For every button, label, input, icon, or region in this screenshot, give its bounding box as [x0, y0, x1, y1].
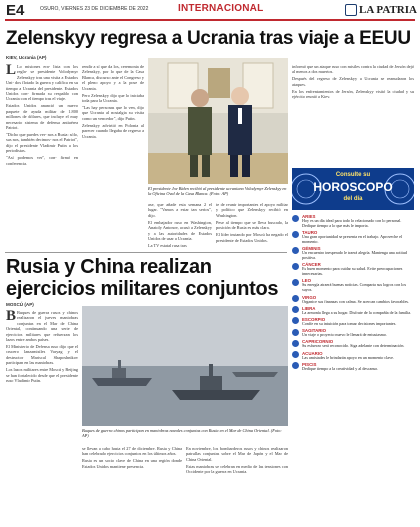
- paragraph: te de reunir importantes el apoyo militar y político que Zelenskyy recibió en Washington.: [216, 202, 288, 218]
- photo-oval-office: [148, 58, 288, 184]
- paragraph: El embajador ruso en Washington, Anatoly Antonov, acusó a Zelenskyy y a las autoridades de Estados Unidos de usar a Ucrania.: [148, 219, 212, 242]
- zodiac-icon: [292, 317, 299, 324]
- horoscope-sign-name: VIRGO: [302, 294, 317, 300]
- paragraph: "Así podemos ver", con- firmó en conferencia.: [6, 155, 78, 166]
- horoscope-sign-name: CAPRICORNIO: [302, 339, 334, 345]
- horoscope-sign-text: Confíe en su intuición para tomar decisiones importantes.: [302, 320, 397, 326]
- paragraph: El líder instando por Moscú ha negado el presidente de Estados Unidos.: [216, 232, 288, 243]
- story1-column-1: [6, 64, 78, 249]
- story2-column-2: [82, 446, 182, 522]
- story1-byline: KIEV, Ucrania (AP): [6, 55, 47, 60]
- paragraph: Los lazos militares entre Moscú y Beijing se han fortalecido desde que el presidente ruso Vladimir Putin.: [6, 367, 78, 384]
- paragraph: Estas maniobras se celebran en medio de las tensiones con Occidente por la guerra en Ucrania.: [186, 463, 288, 475]
- newspaper-logo: [345, 3, 417, 17]
- paragraph: informó que un ataque ruso con misiles contra la ciudad de Jersón dejó al menos a dos muertos.: [292, 64, 414, 75]
- horoscope-sign-name: GÉMINIS: [302, 246, 321, 252]
- horoscope-sign-text: Un viaje o proyecto nuevo le llenará de entusiasmo.: [302, 332, 387, 338]
- logo-mark-icon: [345, 4, 357, 16]
- horoscope-sign-text: Un encuentro inesperado le traerá alegría. Mantenga una actitud positiva.: [302, 250, 407, 261]
- horoscope-item: [292, 246, 414, 261]
- logo-text: LA PATRIA: [359, 4, 417, 16]
- horoscope-text: [302, 246, 414, 261]
- zodiac-icon: [292, 351, 299, 358]
- story2-headline: [6, 256, 288, 300]
- horoscope-sign-text: Las amistades le brindarán apoyo en un momento clave.: [302, 354, 394, 360]
- story1-column-4: [216, 202, 288, 250]
- zodiac-icon: [292, 306, 299, 313]
- page-number: E4: [6, 2, 25, 19]
- paragraph: B Buques de guerra rusos y chinos realizaron el jueves maniobras conjuntas en el Mar de China Oriental, continuando una serie de ejercicios militares que refuerzan los lazos entre ambos países.: [6, 310, 78, 343]
- story2-headline-line1: Rusia y China realizan: [6, 256, 212, 278]
- zodiac-icon: [292, 362, 299, 369]
- zodiac-icon: [292, 247, 299, 254]
- horoscope-sign-name: LIBRA: [302, 305, 316, 311]
- horoscope-item: [292, 328, 414, 338]
- horoscope-sign-name: SAGITARIO: [302, 328, 327, 334]
- horoscope-sign-text: Hoy es un día ideal para todo lo relacionado con lo personal. Dedique tiempo a lo que más le importa.: [302, 218, 402, 228]
- zodiac-icon: [292, 329, 299, 336]
- story2-caption: Buques de guerra chinos participan en maniobras navales conjuntas con Rusia en el Mar de China Oriental. (Foto: AP): [82, 428, 282, 439]
- zodiac-icon: [292, 215, 299, 222]
- paragraph: rendir a sí que da los, ceremonia de Zelenskyy, por lo que de la Casa Blanca, discurso ante el Congreso y el pleno apoyo y a la pose de Ucrania.: [82, 64, 144, 91]
- horoscope-sign-name: ESCORPIO: [302, 316, 326, 322]
- story2-column-3: [186, 446, 288, 522]
- photo-warships: [82, 306, 288, 426]
- horoscope-item: [292, 306, 414, 316]
- horoscope-sign-text: Organice sus finanzas con calma. Se acercan cambios favorables.: [302, 298, 409, 304]
- horoscope-item: [292, 278, 414, 293]
- horoscope-sign-name: TAURO: [302, 230, 318, 236]
- horoscope-sign-text: Una gran oportunidad se presenta en el trabajo. Aproveche el momento.: [302, 234, 403, 245]
- paragraph: Después del regreso de Zelenskyy a Ucrania se reanudaron los ataques.: [292, 76, 414, 87]
- horoscope-text: [302, 262, 414, 277]
- zodiac-icon: [292, 295, 299, 302]
- story1-column-2: [82, 64, 144, 194]
- paragraph: Rusia es un socio clave de China en una región donde Estados Unidos mantiene presencia.: [82, 458, 182, 469]
- horoscope-banner-bottom: del día: [343, 196, 363, 202]
- horoscope-sign-text: Su energía atraerá buenas noticias. Comparta sus logros con los suyos.: [302, 282, 407, 293]
- paragraph: se llevan a cabo hasta el 27 de diciembre. Rusia y China han celebrado ejercicios conjuntos en los últimos años.: [82, 446, 182, 457]
- horoscope-sign-name: LEO: [302, 278, 312, 284]
- story1-column-5: [292, 64, 414, 164]
- horoscope-text: [302, 306, 411, 316]
- zodiac-icon: [292, 279, 299, 286]
- horoscope-item: [292, 362, 414, 372]
- zodiac-icon: [292, 263, 299, 270]
- story2-photo: [82, 306, 288, 426]
- horoscope-text: [302, 317, 396, 327]
- horoscope-sign-name: CÁNCER: [302, 262, 321, 268]
- horoscope-text: [302, 214, 414, 229]
- paragraph: "Las hay personas que lo ven, dijo que Ucrania al nostalgia su visita como un vencedor", dijo Putin.: [82, 105, 144, 121]
- horoscope-banner-top: Consulte su: [335, 172, 371, 178]
- story1-headline: Zelenskyy regresa a Ucrania tras viaje a EEUU: [6, 28, 411, 49]
- paragraph: Estados Unidos ananció un nuevo paquete de ayuda militar de 1.800 millones de dólares, que incluye el muy necesario sistema de defensa antiaérea Patriot.: [6, 103, 78, 131]
- horoscope-sign-text: Es buen momento para cuidar su salud. Evite preocupaciones innecesarias.: [302, 266, 403, 277]
- horoscope-sign-text: Dedique tiempo a la creatividad y al descanso.: [302, 365, 379, 371]
- paragraph: La TV estatal rusa tras: [148, 243, 187, 249]
- paragraph: Pese al tiempo que se lleva buscado, la posición de Rusia es más clara.: [216, 219, 288, 231]
- horoscope-text: [302, 362, 378, 372]
- story1-photo: [148, 58, 288, 184]
- horoscope-list: [292, 214, 414, 524]
- story2-column-1: [6, 310, 78, 522]
- horoscope-item: [292, 262, 414, 277]
- zodiac-icon: [292, 340, 299, 347]
- horoscope-item: [292, 351, 414, 361]
- horoscope-sign-name: ARIES: [302, 214, 316, 219]
- horoscope-sign-text: La armonía llega a su hogar. Disfrute de la compañía de la familia.: [302, 309, 412, 315]
- horoscope-text: [302, 328, 387, 338]
- story2-byline: MOSCÚ (AP): [6, 302, 34, 307]
- horoscope-item: [292, 214, 414, 229]
- paragraph: En los enfrentamientos de Jersón, Zelenskyy visitó la ciudad y su ejército reunió a Kiev.: [292, 88, 414, 100]
- horoscope-sign-text: Su esfuerzo será reconocido. Siga adelante con determinación.: [302, 343, 405, 349]
- zodiac-icon: [292, 231, 299, 238]
- horoscope-text: [302, 351, 394, 361]
- header-rule: [5, 19, 415, 21]
- horoscope-banner-title: HOROSCOPO: [313, 180, 393, 194]
- paragraph: L Lo misiones era- lista con los regla- se presidente Volodymyr Zelenskyy tras una visita a Estados Uni- dos flotado la guerra y califica en su tiempo a Ucrania del presidente. Estados Unidos con- firmada su respaldo con Ucrania con el tiempo tras el viaje.: [6, 64, 78, 102]
- paragraph: El Ministerio de Defensa ruso dijo que el crucero lanzamisiles Varyag y el destructor Mariscal Shaposhnikov participan en las maniobras.: [6, 344, 78, 366]
- horoscope-text: [302, 295, 409, 305]
- section-divider: [5, 252, 287, 253]
- paragraph: Zelenskyy advirtió en Polonia al parecer cuando llegaba de regreso a Ucrania.: [82, 122, 144, 139]
- horoscope-text: [302, 230, 414, 245]
- dateline: OSURO, VIERNES 23 DE DICIEMBRE DE 2022: [40, 6, 149, 12]
- paragraph: ase, que añade esta semana 2 el lugar. "Vamos a estar tan serios", dijo.: [148, 202, 212, 218]
- horoscope-banner: [292, 168, 414, 210]
- horoscope-text: [302, 339, 404, 349]
- horoscope-text: [302, 278, 414, 293]
- horoscope-sign-name: PISCIS: [302, 361, 317, 367]
- horoscope-sign-name: ACUARIO: [302, 350, 323, 356]
- section-title: INTERNACIONAL: [178, 3, 264, 14]
- paragraph: En noviembre, los bombarderos rusos y chinos realizaron patrullas conjuntas sobre el Mar de Japón y el Mar de China Oriental.: [186, 446, 288, 462]
- horoscope-item: [292, 295, 414, 305]
- paragraph: "Dicho que puedes ver- nos a Rusia: sólo, sus nos, también decimos- nos el Patriot", dijo el presidente Vladimir Putin a los periodistas.: [6, 132, 78, 154]
- story1-caption: El presidente Joe Biden recibió al presidente ucraniano Volodymyr Zelenskyy en la Oficina Oval de la Casa Blanca. (Foto: AP): [148, 186, 287, 197]
- horoscope-item: [292, 339, 414, 349]
- story1-column-3: [148, 202, 212, 250]
- horoscope-item: [292, 317, 414, 327]
- horoscope-item: [292, 230, 414, 245]
- dropcap: B: [6, 310, 17, 324]
- dropcap: L: [6, 64, 17, 78]
- paragraph: Pero Zelenskyy dijo que lo iniciaba toda para la Ucrania.: [82, 92, 144, 104]
- story2-headline-line2: ejercicios militares conjuntos: [6, 278, 279, 300]
